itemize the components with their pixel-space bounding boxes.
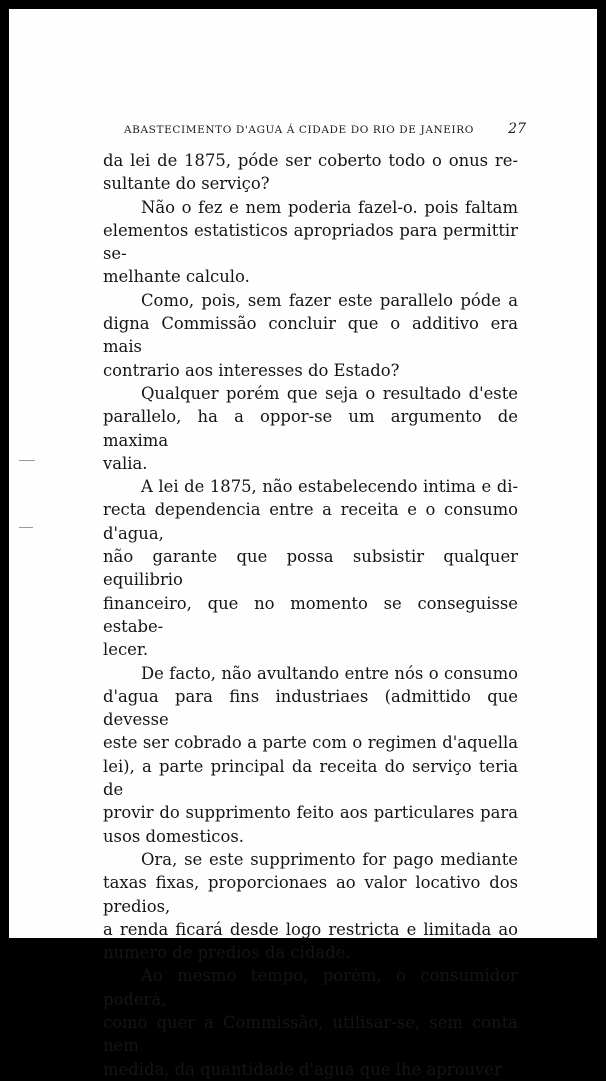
text-line: Qualquer porém que seja o resultado d'este <box>141 383 518 403</box>
text-line: financeiro, que no momento se conseguisse estabe- <box>103 593 518 636</box>
text-line: medida, da quantidade d'agua que lhe aprouver <box>103 1059 502 1079</box>
text-line: De facto, não avultando entre nós o consumo <box>141 663 518 683</box>
text-line: A lei de 1875, não estabelecendo intima e di- <box>141 477 518 497</box>
text-line: Não o fez e nem poderia fazel-o. pois faltam <box>141 197 518 217</box>
book-page <box>9 9 597 1079</box>
text-line: taxas fixas, proporcionaes ao valor locativo dos predios, <box>103 873 518 916</box>
text-line: valia. <box>103 453 148 473</box>
margin-mark <box>19 460 35 461</box>
text-line: sultante do serviço? <box>103 174 270 194</box>
text-line: recta dependencia entre a receita e o consumo d'agua, <box>103 500 518 543</box>
text-line: da lei de 1875, póde ser coberto todo o onus re- <box>103 151 518 170</box>
text-line: digna Commissão concluir que o additivo era mais <box>103 314 518 357</box>
running-title: ABASTECIMENTO D'AGUA Á CIDADE DO RIO DE JANEIRO <box>124 124 475 136</box>
text-line: provir do supprimento feito aos particulares para <box>103 803 518 823</box>
paragraph <box>103 475 518 661</box>
text-line: elementos estatisticos apropriados para permittir se- <box>103 220 518 264</box>
text-line: lei), a parte principal da receita do serviço teria de <box>103 756 518 800</box>
text-line: Como, pois, sem fazer este parallelo póde a <box>141 290 518 310</box>
text-line: parallelo, ha a oppor-se um argumento de maxima <box>103 407 518 450</box>
page-number: 27 <box>508 121 526 137</box>
text-line: melhante calculo. <box>103 267 250 287</box>
paragraph <box>103 662 518 848</box>
text-line: d'agua para fins industriaes (admittido que devesse <box>103 686 518 730</box>
text-line: Ao mesmo tempo, porém, o consumidor poderá, <box>103 966 518 1009</box>
body-text <box>103 149 518 1081</box>
text-line: este ser cobrado a parte com o regimen d'aquella <box>103 733 518 753</box>
paragraph <box>103 289 518 382</box>
text-line: lecer. <box>103 640 149 660</box>
text-line: como quer a Commissão, utilisar-se, sem conta nem <box>103 1012 518 1056</box>
text-line: não garante que possa subsistir qualquer equilibrio <box>103 547 518 590</box>
text-line: usos domesticos. <box>103 826 244 846</box>
paragraph <box>103 382 518 475</box>
margin-mark <box>19 527 33 528</box>
paragraph <box>103 848 518 964</box>
paragraph <box>103 196 518 289</box>
text-line: a renda ficará desde logo restricta e limitada ao <box>103 919 518 939</box>
text-line: contrario aos interesses do Estado? <box>103 360 400 380</box>
text-line: numero de predios da cidade. <box>103 943 351 963</box>
paragraph <box>103 964 518 1080</box>
running-header <box>124 121 526 137</box>
paragraph <box>103 149 518 196</box>
text-line: Ora, se este supprimento for pago mediante <box>141 849 518 869</box>
